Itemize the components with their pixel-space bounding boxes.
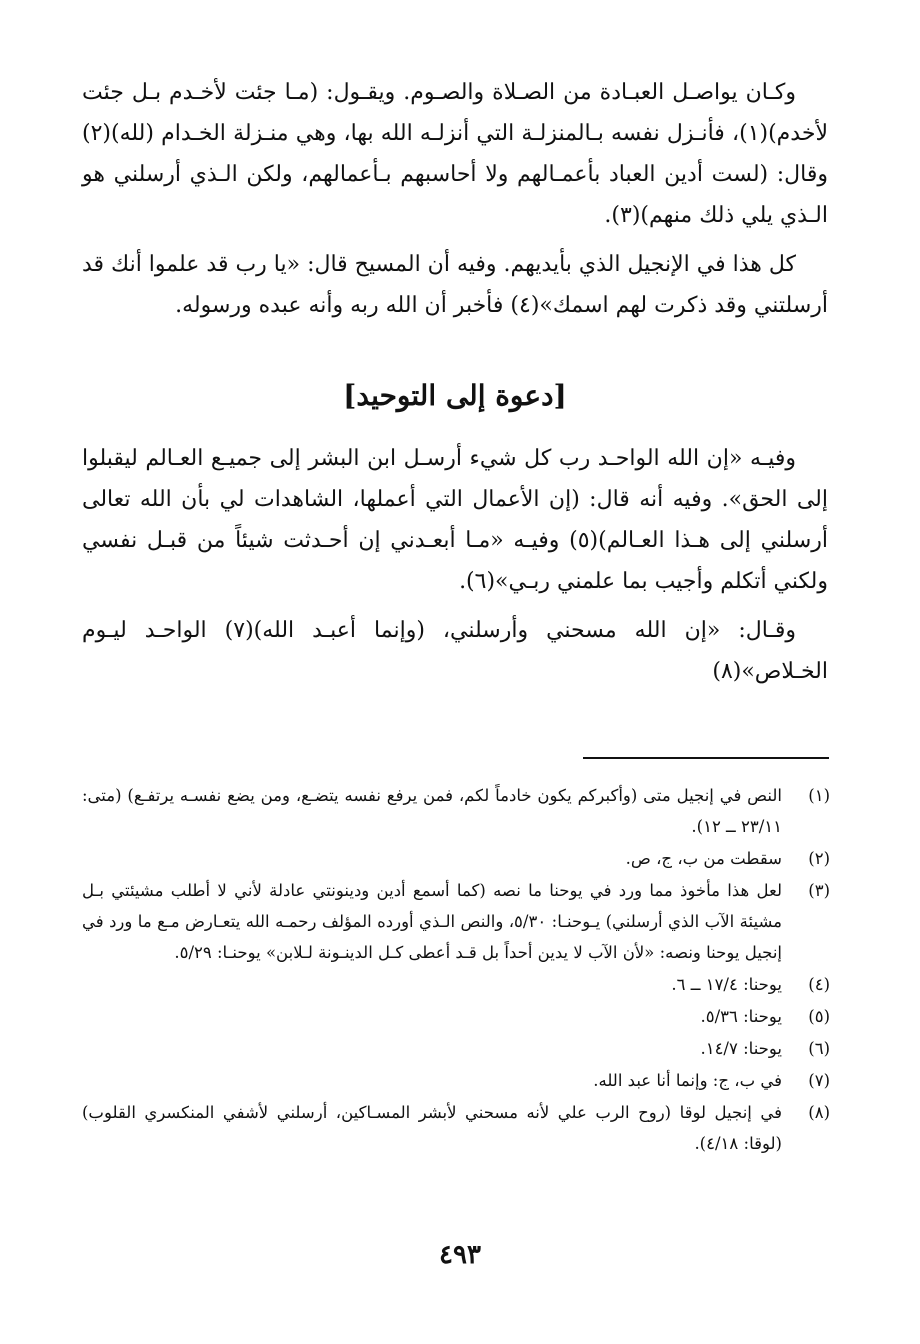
footnote: [82, 1097, 830, 1159]
footnote: [82, 780, 830, 842]
footnote: [82, 843, 830, 874]
footnote-number: (١): [808, 786, 830, 805]
footnote-number: (٤): [808, 975, 830, 994]
page-number: ٤٩٣: [439, 1240, 481, 1270]
footnote: [82, 1033, 830, 1064]
footnote-number: (٣): [808, 881, 830, 900]
footnote-number: (٢): [808, 849, 830, 868]
footnote-text: في ب، ج: وإنما أنا عبد الله.: [593, 1071, 782, 1090]
footnote-number: (٨): [808, 1103, 830, 1122]
footnote-text: سقطت من ب، ج، ص.: [625, 849, 782, 868]
footnotes: [82, 780, 830, 1160]
paragraph-2: كل هذا في الإنجيل الذي بأيديهم. وفيه أن المسيح قال: «يا رب قد علموا أنك قد أرسلتني وقد ذكرت لهم اسمك»(٤) فأخبر أن الله ربه وأنه عبده ورسوله.: [81, 252, 828, 318]
section-heading: [دعوة إلى التوحيد]: [343, 379, 567, 412]
main-text: [82, 72, 828, 700]
footnote: [82, 1065, 830, 1096]
paragraph-3: وفيـه «إن الله الواحـد رب كل شيء أرسـل ابن البشر إلى جميـع العـالم ليقبلوا إلى الحق». وفيه أنه قال: (إن الأعمال التي أعملها، الشاهدات لي بأن الله تعالى أرسلني إلى هـذا العـالم)(٥) وفيـه «مـا أبعـدني إن أحـدثت شيئاً من قبـل نفسي ولكني أتكلم وأجيب بما علمني ربـي»(٦).: [82, 446, 828, 594]
footnote: [82, 875, 830, 968]
footnote-number: (٥): [808, 1007, 830, 1026]
footnote: [82, 1001, 830, 1032]
footnote-text: في إنجيل لوقا (روح الرب علي لأنه مسحني لأبشر المسـاكين، أرسلني لأشفي المنكسري القلوب) (لوقا: ٤/١٨).: [82, 1103, 782, 1153]
paragraph-1: وكـان يواصـل العبـادة من الصـلاة والصـوم. ويقـول: (مـا جئت لأخـدم بـل جئت لأخدم)(١)، فأنـزل نفسه بـالمنزلـة التي أنزلـه الله بها، وهي منـزلة الخـدام (لله)(٢) وقال: (لست أدين العباد بأعمـالهم ولا أحاسبهم بـأعمالهم، ولكن الـذي أرسلني هو الـذي يلي ذلك منهم)(٣).: [82, 80, 828, 228]
footnote-text: النص في إنجيل متى (وأكبركم يكون خادماً لكم، فمن يرفع نفسه يتضـع، ومن يضع نفسـه يرتفـع) (متى: ٢٣/١١ ــ ١٢).: [82, 786, 782, 836]
footnote-text: لعل هذا مأخوذ مما ورد في يوحنا ما نصه (كما أسمع أدين ودينونتي عادلة لأني لا أطلب مشيئتي بـل مشيئة الآب الذي أرسلني) يـوحنـا: ٥/٣٠، والنص الـذي أورده المؤلف رحمـه الله يتعـارض مـع ما ورد في إنجيل يوحنا ونصه: «لأن الآب لا يدين أحداً بل قـد أعطى كـل الدينـونة لـلابن» يوحنـا: ٥/٢٩.: [82, 881, 783, 962]
footnote-number: (٦): [808, 1039, 830, 1058]
paragraph-4: وقـال: «إن الله مسحني وأرسلني، (وإنما أعبـد الله)(٧) الواحـد ليـوم الخـلاص»(٨): [82, 618, 828, 684]
footnote-text: يوحنا: ٥/٣٦.: [700, 1007, 782, 1026]
footnote: [82, 969, 830, 1000]
footnote-text: يوحنا: ١٧/٤ ــ ٦.: [671, 975, 782, 994]
footnote-number: (٧): [808, 1071, 830, 1090]
footnote-separator: [583, 757, 829, 759]
footnote-text: يوحنا: ١٤/٧.: [700, 1039, 782, 1058]
